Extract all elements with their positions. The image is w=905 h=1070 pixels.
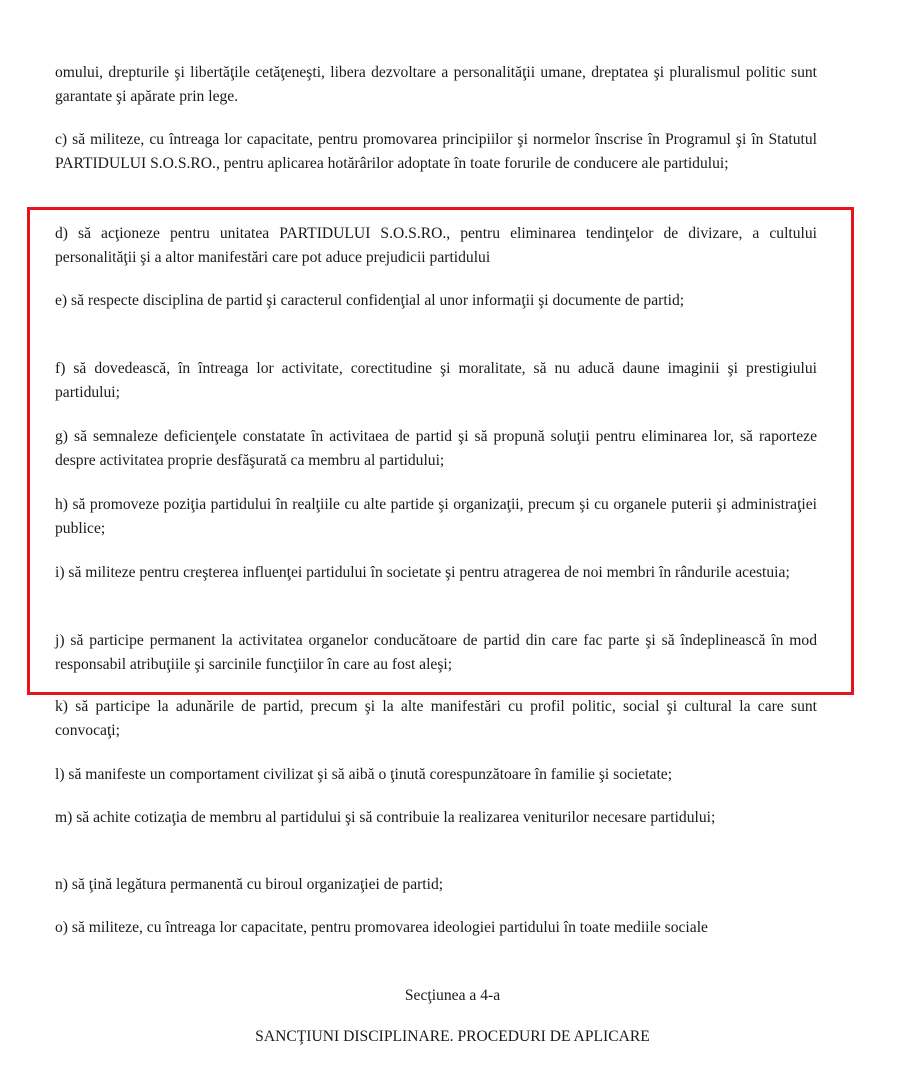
section-title: SANCŢIUNI DISCIPLINARE. PROCEDURI DE APLICARE: [255, 1028, 650, 1045]
paragraph-l: l) să manifeste un comportament civilizat şi să aibă o ţinută corespunzătoare în familie şi societate;: [55, 766, 673, 783]
paragraph-m: m) să achite cotizaţia de membru al partidului şi să contribuie la realizarea veniturilor necesare partidului;: [55, 809, 716, 826]
paragraph-g: g) să semnaleze deficienţele constatate în activitaea de partid şi să propună soluţii pentru eliminarea lor, să raporteze despre activitatea proprie desfăşurată ca membru al partidului;: [55, 428, 817, 469]
paragraph-intro: omului, drepturile şi libertăţile cetăţeneşti, libera dezvoltare a personalităţii umane, dreptatea şi pluralismul politic sunt garantate şi apărate prin lege.: [55, 64, 817, 105]
paragraph-c: c) să militeze, cu întreaga lor capacitate, pentru promovarea principiilor şi normelor înscrise în Programul şi în Statutul PARTIDULUI S.O.S.RO., pentru aplicarea hotărârilor adoptate în toate forurile de conducere ale partidului;: [55, 131, 817, 172]
paragraph-o: o) să militeze, cu întreaga lor capacitate, pentru promovarea ideologiei partidului în toate mediile sociale: [55, 919, 708, 936]
paragraph-h: h) să promoveze poziţia partidului în realţiile cu alte partide şi organizaţii, precum şi cu organele puterii şi administraţiei publice;: [55, 496, 817, 537]
paragraph-i: i) să militeze pentru creşterea influenţei partidului în societate şi pentru atragerea de noi membri în rândurile acestuia;: [55, 564, 790, 581]
paragraph-k: k) să participe la adunările de partid, precum şi la alte manifestări cu profil politic, social şi cultural la care sunt convocaţi;: [55, 698, 817, 739]
paragraph-j: j) să participe permanent la activitatea organelor conducătoare de partid din care fac parte şi să îndeplinească în mod responsabil atribuţiile şi sarcinile funcţiilor în care au fost aleşi;: [55, 632, 817, 673]
paragraph-f: f) să dovedească, în întreaga lor activitate, corectitudine şi moralitate, să nu aducă daune imaginii şi prestigiului partidului;: [55, 360, 817, 401]
paragraph-d: d) să acţioneze pentru unitatea PARTIDULUI S.O.S.RO., pentru eliminarea tendinţelor de divizare, a cultului personalităţii şi a altor manifestări care pot aduce prejudicii partidului: [55, 225, 817, 266]
section-number: Secţiunea a 4-a: [404, 987, 501, 1004]
paragraph-n: n) să ţină legătura permanentă cu biroul organizaţiei de partid;: [55, 876, 444, 893]
paragraph-e: e) să respecte disciplina de partid şi caracterul confidenţial al unor informaţii şi documente de partid;: [55, 292, 685, 309]
